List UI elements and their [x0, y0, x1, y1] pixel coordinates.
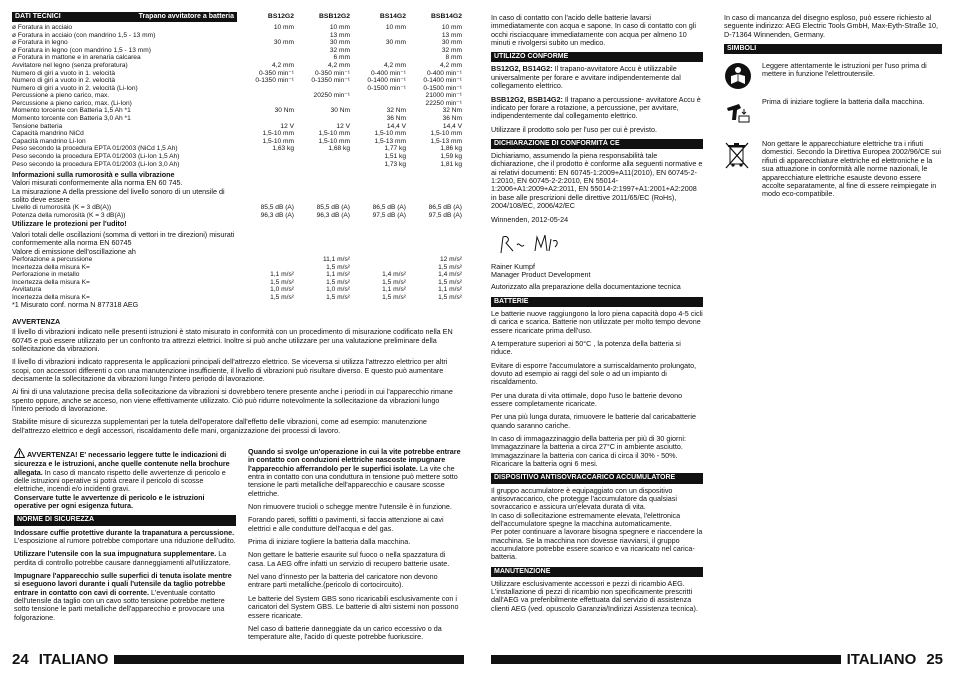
row-value: 4,2 mm — [384, 62, 406, 69]
paragraph-text: L'eventuale contatto dell'utensile da taglio con un cavo sotto tensione potrebbe mettere sotto tensione le parti metalliche dell'apparecchio e provocare una folgorazione. — [14, 587, 225, 622]
row-value: 20250 min⁻¹ — [313, 92, 350, 100]
spec-subtitle: Trapano avvitatore a batteria — [138, 13, 234, 20]
paragraph — [248, 448, 462, 498]
noise-text: La misurazione A della pressione del livello sonoro di un utensile di solito deve essere — [12, 186, 225, 205]
row-value — [238, 161, 294, 169]
paragraph-bold: Quando si svolge un'operazione in cui la vite potrebbe entrare in contatto con conduzioni elettriche nascoste impugnare l'apparecchio afferrandolo per le superfici isolate. — [248, 447, 461, 473]
row-value: 32 Nm — [442, 107, 462, 115]
paragraph — [491, 96, 703, 121]
row-value: 97,5 dB (A) — [428, 212, 462, 220]
paragraph-text: Non rimuovere trucioli o schegge mentre l'utensile è in funzione. — [248, 502, 452, 512]
row-value: 0-1500 min⁻¹ — [423, 84, 462, 92]
avvertenza-text — [12, 328, 462, 435]
table-row — [12, 77, 462, 85]
row-value: 0-1400 min⁻¹ — [423, 77, 462, 85]
paragraph — [248, 516, 462, 533]
table-row — [12, 123, 462, 131]
row-label: Perforazione a percussione — [12, 256, 93, 263]
row-value — [238, 85, 294, 93]
paragraph: Le batterie nuove raggiungono la loro piena capacità dopo 4-5 cicli di carica e scarica. Batterie non utilizzate per molto tempo devone essere ricaricate prima dell'uso. — [491, 308, 703, 335]
paragraph: Il livello di vibrazioni indicato nelle presenti istruzioni è stato misurato in conformità con un procedimento di misurazione codificato nella EN 60745 e può essere utilizzato per un confronto tra attrezzi elettrici. Inoltre si può anche utilizzare per una valutazione preliminare della sollecitazione da vibrazioni. — [12, 327, 453, 353]
row-value: 30 mm — [273, 39, 294, 47]
table-row — [12, 47, 462, 55]
row-value: 10 mm — [329, 24, 350, 32]
table-row — [12, 264, 462, 272]
table-row — [12, 115, 462, 123]
paragraph: Per una più lunga durata, rimuovere le batterie dal caricabatterie quando saranno cariche. — [491, 412, 696, 430]
row-value: 32 mm — [441, 46, 462, 54]
right-footer — [491, 650, 943, 668]
row-value: 1,5-10 mm — [262, 130, 294, 138]
row-value — [294, 100, 350, 108]
page-number: 25 — [926, 650, 943, 668]
table-row — [12, 279, 462, 287]
table-row — [12, 286, 462, 294]
row-value: 1,5 m/s² — [326, 293, 350, 301]
row-value: 1,5-10 mm — [262, 137, 294, 145]
row-value: 1,4 m/s² — [438, 271, 462, 279]
table-row — [12, 256, 462, 264]
row-label: ø Foratura in acciaio — [12, 24, 73, 32]
row-value: 85,5 dB (A) — [260, 204, 294, 212]
row-value: 0-400 min⁻¹ — [371, 69, 406, 77]
row-label: ø Foratura in acciaio (con mandrino 1,5 - 13 mm) — [12, 31, 156, 39]
row-value: 30 Nm — [274, 107, 294, 115]
paragraph-text: Nel vano d'innesto per la batteria del caricatore non devono entrare parti metalliche.(pericolo di cortocircuito). — [248, 572, 438, 590]
row-label: Incertezza della misura K= — [12, 278, 90, 286]
row-value: 1,5 m/s² — [326, 263, 350, 271]
row-value: 36 Nm — [386, 115, 406, 123]
warning-block — [14, 448, 236, 510]
row-value: 10 mm — [441, 24, 462, 32]
row-value — [350, 256, 406, 264]
row-value — [238, 115, 294, 123]
row-value — [238, 100, 294, 108]
symbol-text: Non gettare le apparecchiature elettriche tra i rifiuti domestici. Secondo la Direttiva Europea 2002/96/CE sui rifiuti di apparecchiature elettriche ed elettroniche e la sua attuazione in conformità alle norme nazionali, le apparecchiature elettriche esauste devono essere accolte separatamente, al fine di essere reimpiegate in modo eco-compatibile. — [762, 139, 941, 199]
row-value — [350, 47, 406, 55]
paragraph — [491, 126, 703, 134]
spec-table-section — [12, 12, 462, 440]
crossed-bin-icon — [724, 140, 750, 166]
paragraph — [491, 65, 703, 90]
row-value — [238, 47, 294, 55]
paragraph — [14, 550, 236, 567]
acid-contact-text: In caso di contatto con l'acido delle batterie lavarsi immediatamente con acqua e sapone. In caso di contatto con gli occhi risciacquare immediatamente con acqua per almeno 10 minuti e rivolgersi subito un medico. — [491, 13, 696, 48]
row-value: 1,63 kg — [272, 145, 294, 153]
footnote: *1 Misurato conf. norma N 877318 AEG — [12, 300, 139, 310]
read-manual-icon — [724, 62, 750, 88]
row-value — [350, 92, 406, 100]
left-col1 — [14, 448, 236, 627]
paragraph-text: La perdita di controllo potrebbe causare danneggiamenti all'utilizzatore. — [14, 549, 231, 567]
row-value: 1,5 m/s² — [326, 278, 350, 286]
row-value: 1,1 m/s² — [382, 286, 406, 294]
row-value — [350, 54, 406, 62]
row-value: 32 mm — [329, 46, 350, 54]
table-row — [12, 39, 462, 47]
row-value: 1,5-10 mm — [430, 130, 462, 138]
row-label: Numero di giri a vuoto in 1. velocità — [12, 69, 115, 77]
row-value: 1,5-13 mm — [374, 137, 406, 145]
table-row — [12, 271, 462, 279]
row-label: Peso secondo la procedura EPTA 01/2003 (Li-Ion 3,0 Ah) — [12, 160, 180, 168]
row-value: 36 Nm — [442, 115, 462, 123]
table-row — [12, 24, 462, 32]
simboli-title: SIMBOLI — [724, 44, 942, 54]
remove-battery-icon — [724, 98, 750, 124]
row-value: 1,0 m/s² — [326, 286, 350, 294]
paragraph: Evitare di esporre l'accumulatore a surriscaldamento prolungato, dovuto ad esempio ai raggi del sole o ad un impianto di riscaldamento. — [491, 360, 697, 387]
row-label: Incertezza della misura K= — [12, 263, 90, 271]
noise-title: Informazioni sulla rumorosità e sulla vibrazione — [12, 170, 175, 180]
row-value: 86,5 dB (A) — [428, 204, 462, 212]
row-label: Numero di giri a vuoto in 2. velocità (Li-Ion) — [12, 84, 138, 92]
signature — [497, 231, 703, 261]
paragraph — [248, 625, 462, 642]
row-value: 0-350 min⁻¹ — [259, 69, 294, 77]
row-value: 1,5-10 mm — [374, 130, 406, 138]
row-label: Livello di rumorosità (K = 3 dB(A)) — [12, 204, 112, 212]
row-value: 1,5-13 mm — [430, 137, 462, 145]
dispositivo-title: DISPOSITIVO ANTISOVRACCARICO ACCUMULATORE — [491, 473, 703, 483]
avvertenza-title: AVVERTENZA — [12, 316, 61, 326]
row-label: Incertezza della misura K= — [12, 293, 90, 301]
paragraph: Ai fini di una valutazione precisa della sollecitazione da vibrazioni si dovrebbero tenere presente anche i periodi in cui l'apparecchio rimane spento oppure, anche se acceso, non viene effettivamente utilizzato. Ciò può ridurre notevolmente la sollecitazione da vibrazioni lungo l'intero periodo di lavorazione. — [12, 387, 453, 413]
row-label: ø Foratura in legno — [12, 39, 68, 47]
utilizzo-list — [491, 65, 703, 133]
right-col1 — [491, 14, 703, 618]
row-label: Perforazione in metallo — [12, 271, 80, 279]
paragraph — [248, 595, 462, 620]
row-value — [294, 153, 350, 161]
row-value: 0-1500 min⁻¹ — [367, 84, 406, 92]
row-value: 0-350 min⁻¹ — [315, 69, 350, 77]
row-value: 10 mm — [273, 24, 294, 32]
paragraph-text: Non gettare le batterie esaurite sul fuoco o nella spazzatura di casa. La AEG offre infatti un servizio di recupero batterie usate. — [248, 550, 450, 568]
paragraph-text: Il trapano-avvitatore Accu è utilizzabile universalmente per forare e avvitare indipendentemente dal collegamento elettrico. — [491, 64, 681, 91]
row-value: 0-1350 min⁻¹ — [255, 77, 294, 85]
row-value: 30 mm — [441, 39, 462, 47]
row-value: 4,2 mm — [328, 62, 350, 69]
table-row — [12, 54, 462, 62]
paragraph-bold: BSB12G2, BSB14G2: — [491, 94, 563, 104]
row-value: 86,5 dB (A) — [372, 204, 406, 212]
row-value: 1,73 kg — [384, 160, 406, 168]
safety-list — [248, 448, 462, 642]
row-value: 4,2 mm — [440, 62, 462, 69]
row-label: Avvitatura — [12, 286, 42, 294]
row-value: 85,5 dB (A) — [316, 204, 350, 212]
paragraph — [248, 551, 462, 568]
warning-keep: Conservare tutte le avvertenze di pericolo e le istruzioni operative per ogni esigenza futura. — [14, 492, 205, 511]
batterie-title: BATTERIE — [491, 297, 703, 307]
paragraph-text: Il trapano a percussione- avvitatore Accu è indicato per forare a rotazione, a percussione, per avvitare, indipendentemente dal collegamento elettrico. — [491, 94, 701, 121]
row-value — [238, 153, 294, 161]
paragraph — [248, 503, 462, 511]
row-label: Percussione a pieno carico, max. (Li-Ion) — [12, 99, 132, 107]
row-value: 1,86 kg — [440, 145, 462, 153]
row-value: 12 m/s² — [440, 256, 462, 263]
row-value: 0-1350 min⁻¹ — [311, 77, 350, 85]
left-col2 — [248, 448, 462, 647]
row-value: 1,5-10 mm — [318, 130, 350, 138]
paragraph: A temperature superiori ai 50°C , la potenza della batteria si riduce. — [491, 338, 681, 357]
row-value — [350, 264, 406, 272]
row-label: Capacità mandrino Li-Ion — [12, 137, 86, 145]
vibration-text: Valori totali delle oscillazioni (somma di vettori in tre direzioni) misurati conformemente alla norma EN 60745 — [12, 229, 235, 248]
row-value — [294, 115, 350, 123]
paragraph-bold: Impugnare l'apparecchio sulle superfici di tenuta isolate mentre si eseguono lavori durante i quali l'utensile da taglio potrebbe entrare in contatto con cavi di corrente. — [14, 570, 232, 597]
row-value: 96,3 dB (A) — [316, 212, 350, 220]
table-row — [12, 204, 462, 212]
row-value — [294, 85, 350, 93]
row-value: 1,5 m/s² — [270, 278, 294, 286]
symbol-row — [724, 62, 942, 88]
row-label: Potenza della rumorosità (K = 3 dB(A)) — [12, 212, 126, 220]
row-value: 4,2 mm — [272, 62, 294, 69]
model-name: BSB12G2 — [319, 13, 350, 21]
paragraph-bold: Utilizzare l'utensile con la sua impugnatura supplementare. — [14, 549, 217, 559]
row-label: ø Foratura in legno (con mandrino 1,5 - 13 mm) — [12, 46, 151, 54]
footer-bar — [491, 655, 841, 664]
table-row — [12, 62, 462, 70]
row-label: Numero di giri a vuoto in 2. velocità — [12, 77, 115, 85]
row-value: 1,5 m/s² — [438, 293, 462, 301]
paragraph: Per una durata di vita ottimale, dopo l'uso le batterie devono essere completamente ricaricate. — [491, 390, 683, 408]
row-label: Momento torcente con Batteria 1,5 Ah *1 — [12, 107, 131, 115]
symbol-text: Prima di iniziare togliere la batteria dalla macchina. — [762, 97, 925, 107]
vibration-text: Valore di emissione dell'oscillazione ah — [12, 246, 136, 256]
row-value: 13 mm — [329, 31, 350, 39]
row-label: Capacità mandrino NiCd — [12, 130, 84, 138]
row-value — [294, 161, 350, 169]
noise-table — [12, 204, 462, 219]
row-value: 97,5 dB (A) — [372, 212, 406, 220]
model-name: BSB14G2 — [431, 13, 462, 21]
row-value: 1,0 m/s² — [270, 286, 294, 294]
table-row — [12, 92, 462, 100]
row-value: 1,5 m/s² — [270, 293, 294, 301]
paragraph-bold: Indossare cuffie protettive durante la trapanatura a percussione. — [14, 527, 235, 537]
row-value: 32 Nm — [386, 107, 406, 115]
row-value: 1,5 m/s² — [382, 293, 406, 301]
row-value — [238, 92, 294, 100]
exploded-view-text: In caso di mancanza del disegno esploso, può essere richiesto al seguente indirizzo: AEG Electric Tools GmbH, Max-Eyth-Straße 10, D-71364 Winnenden, Germany. — [724, 13, 938, 39]
paragraph — [248, 573, 462, 590]
paragraph-text: L'esposizione al rumore potrebbe comportare una riduzione dell'udito. — [14, 535, 236, 545]
row-value: 13 mm — [441, 31, 462, 39]
symbol-text: Leggere attentamente le istruzioni per l'uso prima di mettere in funzione l'elettroutensile. — [762, 61, 927, 79]
row-value: 30 mm — [385, 39, 406, 47]
row-value — [350, 100, 406, 108]
warning-text: In caso di mancato rispetto delle avvertenze di pericolo e delle istruzioni operative si potrà creare il pericolo di scosse elettriche, incendi e/o incidenti gravi. — [14, 467, 226, 494]
conformita-text: Dichiariamo, assumendo la piena responsabilità tale dichiarazione, che il prodotto è conforme alla seguenti normative e ai relativi documenti: EN 60745-1:2009+A11(2010), EN 60745-2-1:2010, EN 60745-2-2:2010, EN 55014-1:2006+A1:2009+A2:2011, EN 55014-2:1997+A1:2001+A2:2008 in base alle prescrizioni delle direttive 2011/65/EC (RoHs), 2004/108/EC, 2006/42/EC — [491, 151, 703, 211]
symbol-row — [724, 140, 942, 198]
row-value: 0-1400 min⁻¹ — [367, 77, 406, 85]
row-value — [238, 54, 294, 62]
paragraph — [14, 529, 236, 546]
spec-table — [12, 24, 462, 168]
row-value: 6 mm — [333, 54, 350, 62]
row-value — [350, 32, 406, 40]
paragraph-text: Utilizzare il prodotto solo per l'uso per cui è previsto. — [491, 124, 657, 134]
paragraph: Stabilite misure di sicurezza supplementari per la tutela dell'operatore dall'effetto delle vibrazioni, come ad esempio: manutenzione dell'attrezzo elettrico e degli accessori, riscaldamento delle mani, organizzazione dei processi di lavoro. — [12, 417, 427, 435]
row-value: 8 mm — [445, 54, 462, 62]
table-row — [12, 32, 462, 40]
row-value: 12 V — [280, 122, 294, 130]
row-value: 1,59 kg — [440, 152, 462, 160]
row-value: 1,5-10 mm — [318, 137, 350, 145]
paragraph — [14, 572, 236, 622]
conformita-title: DICHIARAZIONE DI CONFORMITÀ CE — [491, 139, 703, 149]
paragraph-text: La vite che entra in contatto con una conduttura in tensione può mettere sotto tensione le parti metalliche dell'apparecchio e causare scosse elettriche. — [248, 463, 458, 498]
row-value: 30 Nm — [330, 107, 350, 115]
row-value: 1,5 m/s² — [438, 263, 462, 271]
row-label: Peso secondo la procedura EPTA 01/2003 (Li-Ion 1,5 Ah) — [12, 152, 180, 160]
row-label: Avvitatore nel legno (senza preforatura) — [12, 62, 128, 69]
warning-bold: AVVERTENZA! E' necessario leggere tutte le indicazioni di sicurezza e le istruzioni, anche quelle contenute nella brochure allegata. — [14, 450, 230, 477]
spec-header — [12, 12, 462, 22]
row-label: Tensione batteria — [12, 122, 63, 130]
table-row — [12, 130, 462, 138]
table-row — [12, 70, 462, 78]
row-value — [238, 256, 294, 264]
row-value: 1,1 m/s² — [326, 271, 350, 279]
paragraph: In caso di immagazzinaggio della batteria per più di 30 giorni: Immagazzinare la batteria a circa 27°C in ambiente asciutto. Immagazzinare la batteria con carica di circa il 30% - 50%. Ricaricare la batteria ogni 6 mesi. — [491, 434, 686, 469]
ear-protection-note: Utilizzare le protezioni per l'udito! — [12, 218, 127, 228]
row-value: 21000 min⁻¹ — [425, 92, 462, 100]
footer-bar — [114, 655, 464, 664]
row-value — [238, 264, 294, 272]
utilizzo-title: UTILIZZO CONFORME — [491, 52, 703, 62]
table-row — [12, 100, 462, 108]
noise-text: Valori misurati conformemente alla norma EN 60 745. — [12, 178, 183, 188]
model-name: BS12G2 — [267, 13, 294, 21]
row-label: ø Foratura in mattone e in arenaria calcarea — [12, 54, 141, 62]
row-value: 1,81 kg — [440, 160, 462, 168]
table-row — [12, 138, 462, 146]
symbol-row — [724, 98, 942, 124]
signer-name: Rainer Kumpf — [491, 261, 535, 271]
paragraph — [248, 538, 462, 546]
signer-title: Manager Product Development — [491, 270, 591, 280]
row-value: 11,1 m/s² — [323, 256, 350, 263]
row-label: Percussione a pieno carico, max. — [12, 92, 110, 100]
row-label: Momento torcente con Batteria 3,0 Ah *1 — [12, 115, 131, 123]
page-number: 24 — [12, 650, 29, 668]
manutenzione-title: MANUTENZIONE — [491, 567, 703, 577]
row-label: Peso secondo la procedura EPTA 01/2003 (NiCd 1,5 Ah) — [12, 145, 178, 153]
row-value — [238, 32, 294, 40]
language-label: ITALIANO — [38, 650, 109, 668]
left-footer — [12, 650, 464, 668]
row-value: 1,77 kg — [384, 145, 406, 153]
row-value: 1,1 m/s² — [438, 286, 462, 294]
batterie-list — [491, 310, 703, 469]
row-value: 14,4 V — [386, 122, 406, 130]
place-date: Winnenden, 2012-05-24 — [491, 215, 569, 225]
row-value: 1,1 m/s² — [270, 271, 294, 279]
row-value: 10 mm — [385, 24, 406, 32]
row-value: 1,4 m/s² — [382, 271, 406, 279]
row-value: 1,5 m/s² — [382, 278, 406, 286]
row-value: 22250 min⁻¹ — [425, 99, 462, 107]
language-label: ITALIANO — [846, 650, 917, 668]
row-value: 14,4 V — [442, 122, 462, 130]
paragraph: Il livello di vibrazioni indicato rappresenta le applicazioni principali dell'attrezzo elettrico. Se viceversa si utilizza l'attrezzo elettrico per altri scopi, con accessori differenti o con una manutenzione insufficiente, il livello di vibrazioni può risultare diverso. E questo può aumentare decisamente la sollecitazione da vibrazioni lungo l'intero periodo di lavorazione. — [12, 357, 448, 383]
dispositivo-text: Il gruppo accumulatore è equipaggiato con un dispositivo antisovraccarico, che protegge l'accumulatore da qualsiasi sovraccarico e assicura un'elevata durata di vita. In caso di sollecitazione estremamente elevata, l'elettronica dell'accumulatore spegne la macchina automaticamente. Per poter continuare a lavorare bisogna spegnere e riaccendere la macchina. Se la macchina non dovesse riavviarsi, il gruppo accumulatore potrebbe essere scarico e va ricaricato nel carica-batteria. — [491, 485, 703, 562]
vibration-table — [12, 256, 462, 301]
spec-title: DATI TECNICI — [15, 13, 61, 20]
row-value: 0-400 min⁻¹ — [427, 69, 462, 77]
paragraph-bold: BS12G2, BS14G2: — [491, 64, 553, 74]
paragraph-text: Prima di iniziare togliere la batteria dalla macchina. — [248, 537, 411, 547]
paragraph-text: Nel caso di batterie danneggiate da un carico eccessivo o da temperature alte, l'acido di queste potrebbe fuoriuscire. — [248, 623, 442, 642]
row-value: 1,68 kg — [328, 145, 350, 153]
manutenzione-text: Utilizzare esclusivamente accessori e pezzi di ricambio AEG. L'installazione di pezzi di ricambio non specificamente prescritti dall'AEG va preferibilmente effettuata dal servizio di assistenza clienti AEG (ved. opuscolo Garanzia/Indirizzi Assistenza tecnica). — [491, 578, 698, 613]
paragraph-text: Le batterie del System GBS sono ricaricabili esclusivamente con i caricatori del System GBS. Le batterie di altri sistemi non possono essere ricaricate. — [248, 593, 459, 620]
row-value: 1,5 m/s² — [438, 278, 462, 286]
table-row — [12, 153, 462, 161]
table-row — [12, 161, 462, 169]
right-col2 — [724, 14, 942, 199]
paragraph-text: Forando pareti, soffitti o pavimenti, si faccia attenzione ai cavi elettrici e alle condutture dell'acqua e del gas. — [248, 515, 444, 533]
norme-title: NORME DI SICUREZZA — [14, 515, 236, 525]
row-value: 96,3 dB (A) — [260, 212, 294, 220]
table-row — [12, 85, 462, 93]
table-row — [12, 145, 462, 153]
row-value: 12 V — [336, 122, 350, 130]
model-name: BS14G2 — [379, 13, 406, 21]
row-value: 1,51 kg — [384, 152, 406, 160]
norme-list — [14, 529, 236, 622]
signer-note: Autorizzato alla preparazione della documentazione tecnica — [491, 282, 681, 292]
table-row — [12, 107, 462, 115]
row-value: 30 mm — [329, 39, 350, 47]
